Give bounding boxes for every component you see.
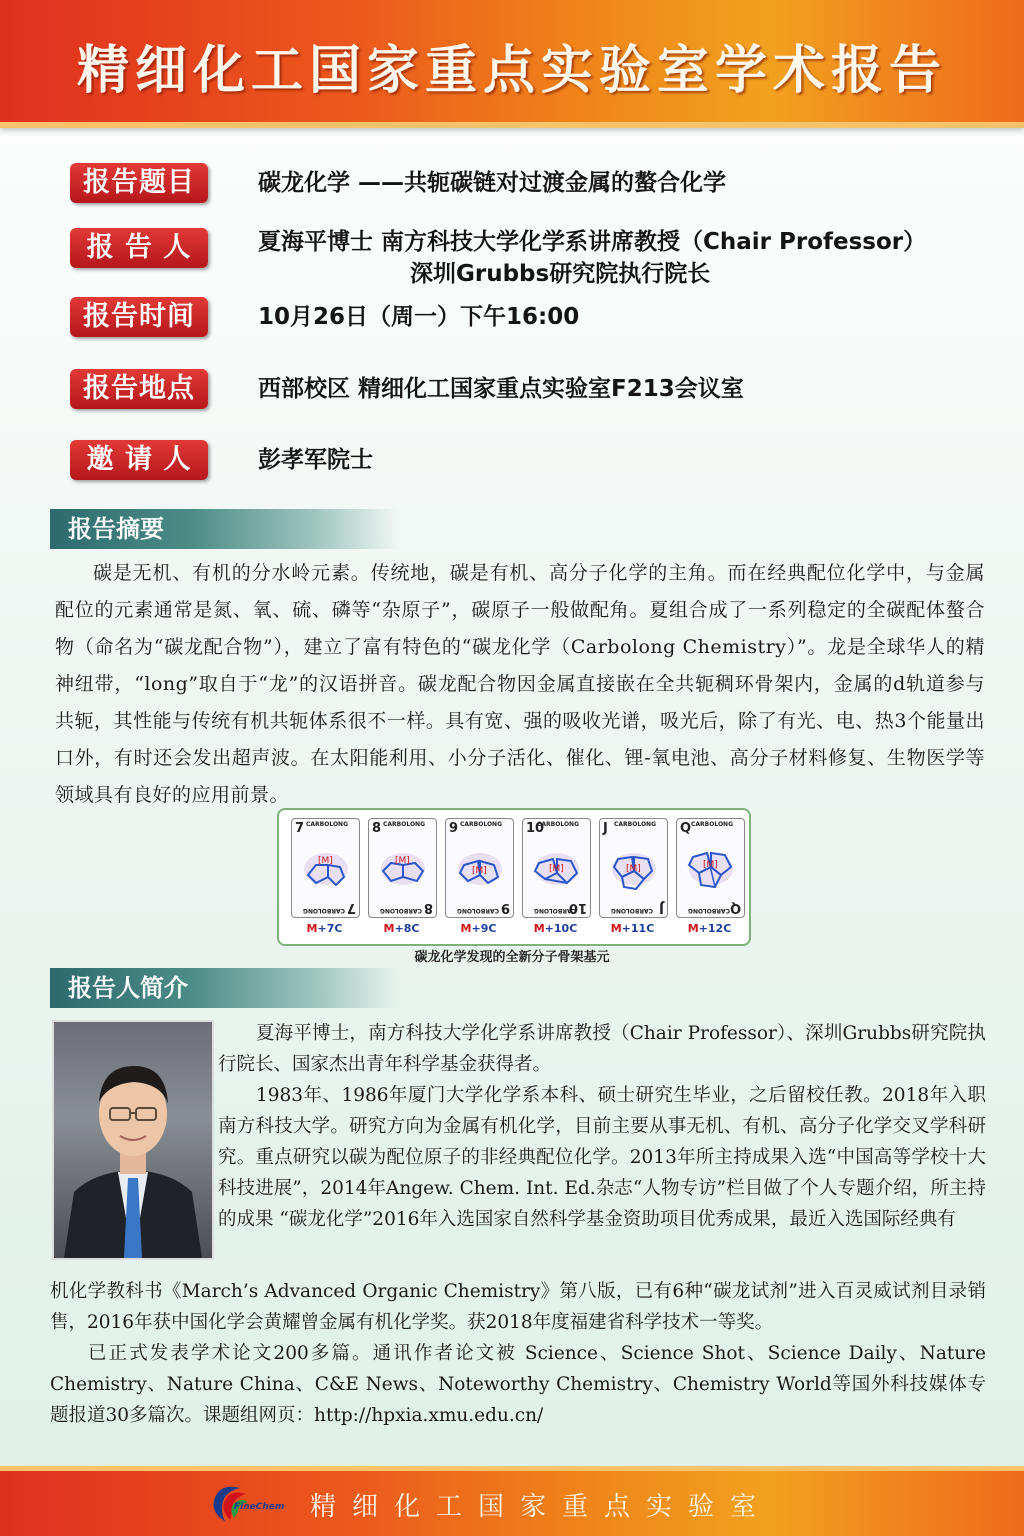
section-heading-abstract: 报告摘要 (50, 509, 400, 549)
card-rank: 10 (526, 821, 545, 836)
card-caption-J: M+11C (610, 922, 655, 935)
molecule-icon (377, 841, 429, 897)
card-rank: 8 (372, 821, 382, 836)
card-rank-bottom: 10 (568, 900, 587, 915)
bio-paragraph-2: 1983年、1986年厦门大学化学系本科、硕士研究生毕业，之后留校任教。2018年入职南方科技大学。研究方向为金属有机化学，目前主要从事无机、有机、高分子化学交叉学科研究。重点研究以碳为配位原子的非经典配位化学。2013年所主持成果入选“中国高等学校十大科技进展”，2014年Angew. Chem. Int. Ed.杂志“人物专访”栏目做了个人专题介绍，所主持的成果 “碳龙化学”2016年入选国家自然科学基金资助项目优秀成果，最近入选国际经典有 (218, 1085, 986, 1230)
card-rank-bottom: Q (729, 900, 741, 915)
label-venue: 报告地点 (70, 369, 208, 409)
card-brand-bottom: CARBOLONG (534, 907, 576, 914)
bio-paragraph-4: 已正式发表学术论文200多篇。通讯作者论文被 Science、Science Shot、Science Daily、Nature Chemistry、Nature China、C&E News、Noteworthy Chemistry、Chemistry World等国外科技媒体专题报道30多篇次。课题组网页：http://hpxia.xmu.edu.cn/ (50, 1343, 986, 1426)
card-rank: 7 (295, 821, 305, 836)
abstract-text: 碳是无机、有机的分水岭元素。传统地，碳是有机、高分子化学的主角。而在经典配位化学中，与金属配位的元素通常是氮、氧、硫、磷等“杂原子”，碳原子一般做配角。夏组合成了一系列稳定的全碳配体螯合物（命名为“碳龙配合物”），建立了富有特色的“碳龙化学（Carbolong Chemistry）”。龙是全球华人的精神纽带，“long”取自于“龙”的汉语拼音。碳龙配合物因金属直接嵌在全共轭稠环骨架内，金属的d轨道参与共轭，其性能与传统有机共轭体系很不一样。具有宽、强的吸收光谱，吸光后，除了有光、电、热3个能量出口外，有时还会发出超声波。在太阳能利用、小分子活化、催化、锂-氧电池、高分子材料修复、生物医学等领域具有良好的应用前景。 (55, 562, 985, 806)
label-time: 报告时间 (70, 297, 208, 337)
card-9 (445, 818, 514, 918)
molecule-icon (454, 841, 506, 897)
value-time: 10月26日（周一）下午16:00 (258, 304, 580, 330)
molecule-icon (685, 841, 737, 897)
card-10 (522, 818, 591, 918)
bio-paragraph-1: 夏海平博士，南方科技大学化学系讲席教授（Chair Professor）、深圳Grubbs研究院执行院长、国家杰出青年科学基金获得者。 (218, 1023, 986, 1075)
card-brand: CARBOLONG (691, 821, 733, 828)
molecule-icon (300, 841, 352, 897)
card-brand-bottom: CARBOLONG (688, 907, 730, 914)
value-inviter: 彭孝军院士 (258, 447, 373, 473)
footer-stripe (0, 1466, 1024, 1471)
molecule-icon (608, 841, 660, 897)
card-brand: CARBOLONG (460, 821, 502, 828)
metal-label: [M] (472, 866, 487, 876)
logo-text: FineChem (234, 1502, 285, 1512)
molecule-icon (531, 841, 583, 897)
value-speaker-line1: 夏海平博士 南方科技大学化学系讲席教授（Chair Professor） (258, 229, 927, 255)
card-brand: CARBOLONG (383, 821, 425, 828)
card-caption-Q: M+12C (687, 922, 732, 935)
bio-bottom (50, 1276, 986, 1431)
bio-top (218, 1018, 986, 1235)
metal-label: [M] (549, 864, 564, 874)
card-rank-bottom: J (659, 900, 664, 915)
card-rank: J (603, 821, 608, 836)
label-inviter: 邀 请 人 (70, 440, 208, 480)
card-rank: 9 (449, 821, 459, 836)
card-brand: CARBOLONG (614, 821, 656, 828)
header-stripe (0, 122, 1024, 128)
value-topic: 碳龙化学 ——共轭碳链对过渡金属的螯合化学 (258, 170, 727, 196)
card-Q (676, 818, 745, 918)
carbolong-figure (277, 808, 751, 946)
speaker-photo (52, 1020, 214, 1260)
card-caption-9: M+9C (460, 922, 497, 935)
card-rank-bottom: 8 (423, 900, 433, 915)
card-brand-bottom: CARBOLONG (303, 907, 345, 914)
card-7 (291, 818, 360, 918)
card-brand: CARBOLONG (537, 821, 579, 828)
card-caption-10: M+10C (533, 922, 578, 935)
card-brand-bottom: CARBOLONG (380, 907, 422, 914)
card-8 (368, 818, 437, 918)
footer-lab-name: 精细化工国家重点实验室 (310, 1492, 773, 1522)
label-topic: 报告题目 (70, 163, 208, 203)
card-brand-bottom: CARBOLONG (611, 907, 653, 914)
section-heading-bio: 报告人简介 (50, 968, 400, 1008)
card-rank: Q (680, 821, 692, 836)
card-brand: CARBOLONG (306, 821, 348, 828)
metal-label: [M] (626, 864, 641, 874)
speaker-portrait-image (54, 1022, 212, 1258)
figure-caption: 碳龙化学发现的全新分子骨架基元 (414, 950, 610, 965)
label-speaker: 报 告 人 (70, 228, 208, 268)
card-caption-8: M+8C (383, 922, 420, 935)
header-banner (0, 0, 1024, 128)
bio-paragraph-3: 机化学教科书《March’s Advanced Organic Chemistry》第八版，已有6种“碳龙试剂”进入百灵威试剂目录销售，2016年获中国化学会黄耀曾金属有机化学奖。获2018年度福建省科学技术一等奖。 (50, 1281, 986, 1333)
value-venue: 西部校区 精细化工国家重点实验室F213会议室 (258, 376, 744, 402)
card-J (599, 818, 668, 918)
card-rank-bottom: 9 (500, 900, 510, 915)
footer-banner (0, 1466, 1024, 1536)
metal-label: [M] (318, 856, 333, 866)
value-speaker-line2: 深圳Grubbs研究院执行院长 (410, 261, 711, 287)
metal-label: [M] (395, 856, 410, 866)
card-brand-bottom: CARBOLONG (457, 907, 499, 914)
page-title: 精细化工国家重点实验室学术报告 (76, 40, 947, 101)
card-rank-bottom: 7 (346, 900, 356, 915)
card-caption-7: M+7C (306, 922, 343, 935)
metal-label: [M] (703, 860, 718, 870)
